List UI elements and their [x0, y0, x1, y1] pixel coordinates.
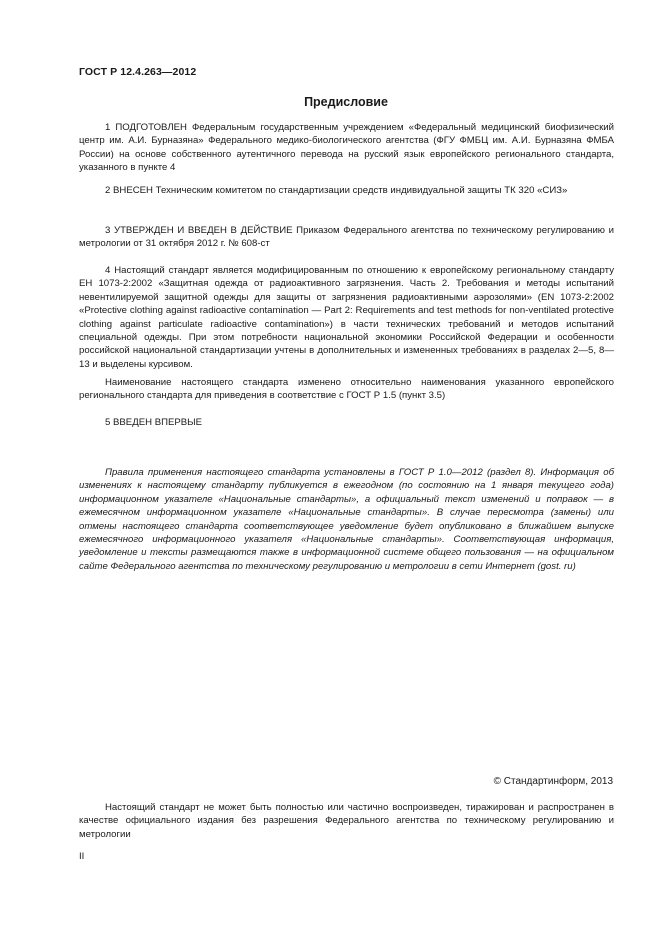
paragraph-4: 4 Настоящий стандарт является модифицированным по отношению к европейскому региональному стандарту ЕН 1073-2:2002 «Защитная одежда от радиоактивного загрязнения. Часть 2. Требования и методы испытаний невентилируемой защитной одежды для защиты от загрязнения радиоактивными аэрозолями» (EN 1073-2:2002 «Protective clothing against radioactive contamination — Part 2: Requirements and test methods for non-ventilated protective clothing against particulate radioactive contamination») в части технических требований и методов испытаний специальной одежды. При этом потребности национальной экономики Российской Федерации и особенности российской национальной стандартизации учтены в дополнительных и измененных требованиях в разделах 2—5, 8—13 и выделены курсивом. — [79, 265, 614, 370]
copyright: © Стандартинформ, 2013 — [493, 776, 613, 787]
page-number: II — [79, 851, 85, 862]
paragraph-1: 1 ПОДГОТОВЛЕН Федеральным государственным учреждением «Федеральный медицинский биофизический центр им. А.И. Бурназяна» Федерального медико-биологического агентства (ФГУ ФМБЦ им. А.И. Бурназяна ФМБА России) на основе собственного аутентичного перевода на русский язык европейского регионального стандарта, указанного в пункте 4 — [79, 122, 614, 174]
paragraph-5: 5 ВВЕДЕН ВПЕРВЫЕ — [105, 417, 203, 428]
paragraph-3: 3 УТВЕРЖДЕН И ВВЕДЕН В ДЕЙСТВИЕ Приказом Федерального агентства по техническому регулированию и метрологии от 31 октября 2012 г. № 608-ст — [79, 225, 614, 250]
paragraph-4-name-note: Наименование настоящего стандарта изменено относительно наименования указанного европейского регионального стандарта для приведения в соответствие с ГОСТ Р 1.5 (пункт 3.5) — [79, 377, 614, 402]
reproduction-notice: Настоящий стандарт не может быть полностью или частично воспроизведен, тиражирован и распространен в качестве официального издания без разрешения Федерального агентства по техническому регулированию и метрологии — [79, 802, 614, 840]
application-rules-notice: Правила применения настоящего стандарта установлены в ГОСТ Р 1.0—2012 (раздел 8). Информация об изменениях к настоящему стандарту публикуется в ежегодном (по состоянию на 1 января текущего года) информационном указателе «Национальные стандарты», а официальный текст изменений и поправок — в ежемесячном информационном указателе «Национальные стандарты». В случае пересмотра (замены) или отмены настоящего стандарта соответствующее уведомление будет опубликовано в ближайшем выпуске ежемесячного информационного указателя «Национальные стандарты». Соответствующая информация, уведомление и тексты размещаются также в информационной системе общего пользования — на официальном сайте Федерального агентства по техническому регулированию и метрологии в сети Интернет (gost. ru) — [79, 467, 614, 572]
page-title: Предисловие — [304, 95, 388, 109]
standard-code: ГОСТ Р 12.4.263—2012 — [79, 66, 197, 78]
paragraph-2: 2 ВНЕСЕН Техническим комитетом по стандартизации средств индивидуальной защиты ТК 320 «СИЗ» — [105, 185, 568, 196]
